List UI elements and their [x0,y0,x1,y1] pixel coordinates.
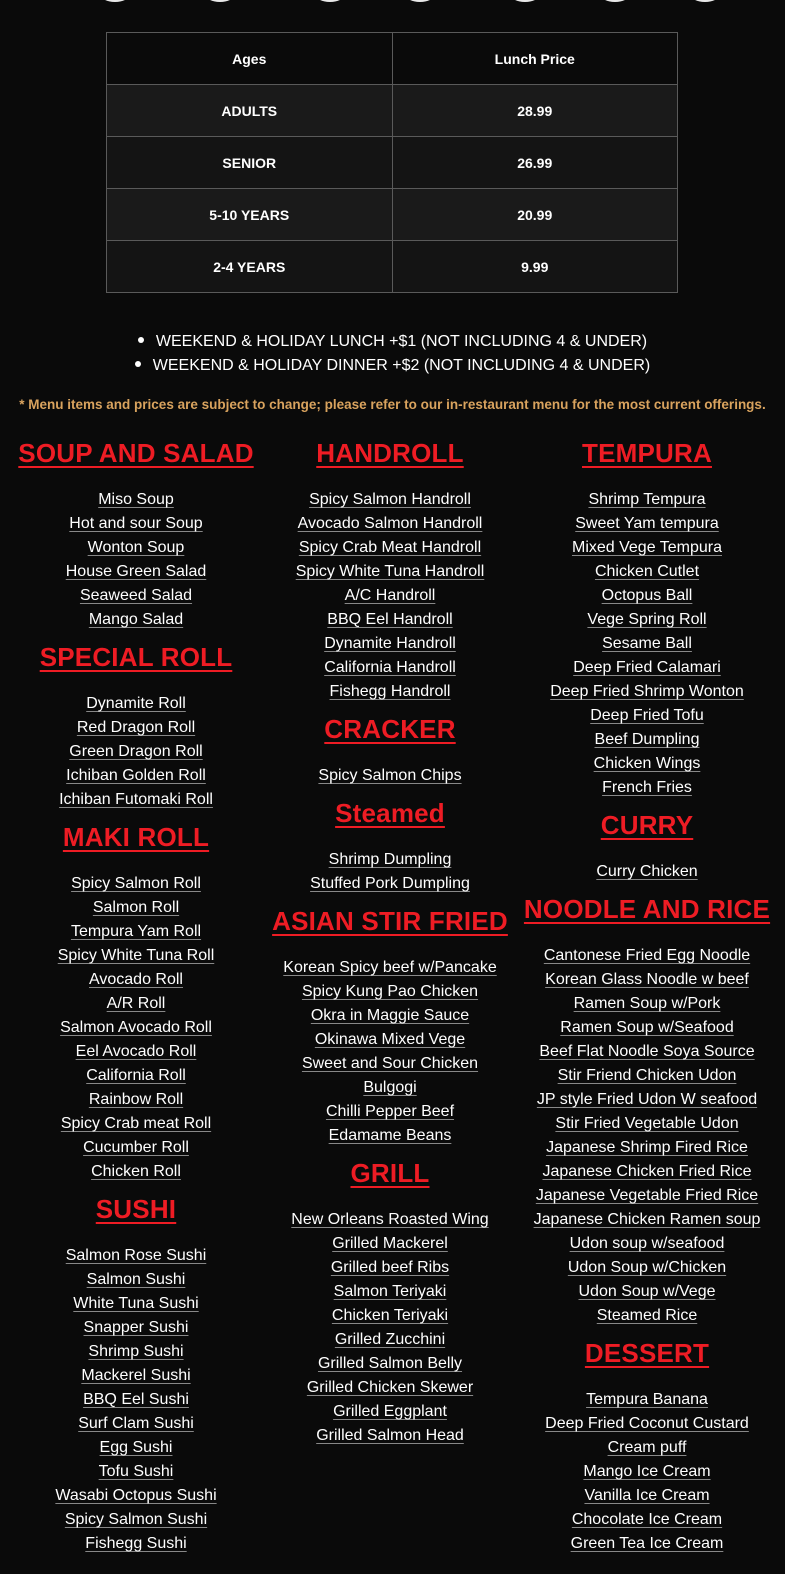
menu-item-link[interactable]: Okra in Maggie Sauce [310,1007,470,1024]
menu-item-link[interactable]: Beef Dumpling [594,731,700,748]
menu-item-link[interactable]: Deep Fried Coconut Custard [545,1415,749,1432]
menu-section-grill [259,1156,521,1448]
section-title[interactable]: SOUP AND SALAD [18,438,254,468]
menu-section-soup-and-salad [5,436,267,632]
table-cell-age: ADULTS [107,85,393,137]
menu-item-link[interactable]: Avocado Salmon Handroll [297,515,483,532]
menu-item-link[interactable]: Deep Fried Tofu [590,707,704,724]
menu-item-link[interactable]: Cantonese Fried Egg Noodle [543,947,751,964]
menu-item-link[interactable]: Rainbow Roll [88,1091,184,1108]
menu-item-link[interactable]: A/C Handroll [344,587,436,604]
menu-item-link[interactable]: Wonton Soup [87,539,185,556]
table-cell-age: 5-10 YEARS [107,189,393,241]
menu-section-dessert [516,1336,778,1556]
menu-item-link[interactable]: Spicy Salmon Handroll [309,491,471,508]
menu-item-link[interactable]: Spicy Salmon Roll [71,875,201,892]
menu-section-handroll [259,436,521,704]
menu-item-link[interactable]: Deep Fried Calamari [573,659,721,676]
menu-item-link[interactable]: Cream puff [607,1439,687,1456]
menu-item-link[interactable]: Grilled Salmon Head [316,1427,464,1444]
menu-item-link[interactable]: Spicy Crab Meat Handroll [298,539,482,556]
menu-item-link[interactable]: Green Dragon Roll [69,743,203,760]
menu-item-link[interactable]: Fishegg Sushi [85,1535,187,1552]
menu-item-link[interactable]: Japanese Vegetable Fried Rice [535,1187,759,1204]
menu-item-link[interactable]: Chilli Pepper Beef [325,1103,455,1120]
menu-item-link[interactable]: Grilled Eggplant [333,1403,447,1420]
menu-item-link[interactable]: Ichiban Futomaki Roll [59,791,213,808]
table-row [107,241,678,293]
menu-item-link[interactable]: Egg Sushi [99,1439,173,1456]
table-header-ages: Ages [107,33,393,85]
menu-item-link[interactable]: Spicy White Tuna Handroll [295,563,485,580]
menu-item-link[interactable]: Japanese Chicken Ramen soup [533,1211,761,1228]
menu-item-link[interactable]: Spicy Salmon Sushi [64,1511,208,1528]
menu-item-link[interactable]: Mango Salad [88,611,184,628]
menu-section-maki-roll [5,820,267,1184]
section-title[interactable]: MAKI ROLL [62,822,210,852]
menu-item-link[interactable]: Mango Ice Cream [583,1463,711,1480]
section-title[interactable]: GRILL [350,1158,430,1188]
table-cell-price: 26.99 [392,137,678,189]
menu-item-link[interactable]: Salmon Teriyaki [333,1283,447,1300]
menu-section-curry [516,808,778,884]
menu-section-tempura [516,436,778,800]
section-title[interactable]: TEMPURA [582,438,712,468]
table-cell-age: 2-4 YEARS [107,241,393,293]
menu-item-link[interactable]: Eel Avocado Roll [75,1043,197,1060]
menu-item-link[interactable]: Red Dragon Roll [76,719,196,736]
menu-column-3 [516,436,778,1556]
menu-item-link[interactable]: Beef Flat Noodle Soya Source [539,1043,755,1060]
note-text: WEEKEND & HOLIDAY DINNER +$2 (NOT INCLUDING 4 & UNDER) [152,357,651,374]
menu-item-link[interactable]: Grilled beef Ribs [330,1259,450,1276]
menu-item-link[interactable]: Udon Soup w/Chicken [567,1259,727,1276]
menu-item-link[interactable]: Grilled Chicken Skewer [306,1379,474,1396]
menu-item-link[interactable]: Dynamite Handroll [324,635,456,652]
menu-item-link[interactable]: Grilled Salmon Belly [317,1355,463,1372]
menu-column-1 [5,436,267,1556]
menu-item-link[interactable]: California Roll [86,1067,186,1084]
surcharge-notes [0,330,785,378]
menu-item-link[interactable]: Korean Glass Noodle w beef [545,971,749,988]
menu-item-link[interactable]: Tempura Yam Roll [70,923,202,940]
menu-item-link[interactable]: Salmon Roll [92,899,180,916]
menu-item-link[interactable]: JP style Fried Udon W seafood [536,1091,758,1108]
menu-section-sushi [5,1192,267,1556]
menu-item-link[interactable]: Tofu Sushi [98,1463,174,1480]
menu-disclaimer: * Menu items and prices are subject to change; please refer to our in-restaurant menu for the most current offerings. [19,397,766,412]
menu-item-link[interactable]: Salmon Rose Sushi [65,1247,207,1264]
table-cell-price: 20.99 [392,189,678,241]
menu-item-link[interactable]: BBQ Eel Sushi [83,1391,189,1408]
menu-item-link[interactable]: Grilled Mackerel [332,1235,448,1252]
section-title[interactable]: HANDROLL [316,438,464,468]
menu-item-link[interactable]: Sweet Yam tempura [575,515,719,532]
menu-item-link[interactable]: Chicken Teriyaki [331,1307,449,1324]
menu-item-link[interactable]: Sesame Ball [602,635,692,652]
menu-item-link[interactable]: Seaweed Salad [79,587,193,604]
note-item [0,330,785,354]
menu-item-link[interactable]: Shrimp Dumpling [328,851,452,868]
menu-item-link[interactable]: Tempura Banana [586,1391,708,1408]
menu-item-link[interactable]: New Orleans Roasted Wing [291,1211,489,1228]
menu-item-link[interactable]: Avocado Roll [89,971,183,988]
menu-item-link[interactable]: Chicken Roll [91,1163,181,1180]
menu-item-link[interactable]: Chocolate Ice Cream [571,1511,723,1528]
menu-item-link[interactable]: Curry Chicken [596,863,698,880]
menu-section-special-roll [5,640,267,812]
menu-item-link[interactable]: Sweet and Sour Chicken [301,1055,479,1072]
menu-item-link[interactable]: Stuffed Pork Dumpling [310,875,470,892]
note-text: WEEKEND & HOLIDAY LUNCH +$1 (NOT INCLUDING 4 & UNDER) [155,333,648,350]
section-title[interactable]: CRACKER [324,714,456,744]
table-cell-price: 9.99 [392,241,678,293]
menu-item-link[interactable]: Ichiban Golden Roll [66,767,206,784]
section-title[interactable]: SUSHI [95,1194,177,1224]
menu-item-link[interactable]: Grilled Zucchini [334,1331,446,1348]
section-title[interactable]: CURRY [600,810,694,840]
menu-item-link[interactable]: Udon Soup w/Vege [578,1283,716,1300]
section-title[interactable]: SPECIAL ROLL [39,642,233,672]
menu-item-link[interactable]: Salmon Sushi [86,1271,186,1288]
menu-item-link[interactable]: Vege Spring Roll [587,611,707,628]
menu-item-link[interactable]: Mackerel Sushi [81,1367,191,1384]
menu-item-link[interactable]: Shrimp Tempura [588,491,706,508]
menu-item-link[interactable]: Okinawa Mixed Vege [314,1031,466,1048]
menu-item-link[interactable]: Mixed Vege Tempura [571,539,722,556]
menu-item-link[interactable]: Bulgogi [363,1079,417,1096]
menu-item-link[interactable]: Vanilla Ice Cream [584,1487,710,1504]
menu-item-link[interactable]: Stir Friend Chicken Udon [557,1067,737,1084]
cropped-heading-decoration [0,0,785,4]
menu-item-link[interactable]: Octopus Ball [601,587,693,604]
table-row [107,85,678,137]
menu-item-link[interactable]: Dynamite Roll [86,695,186,712]
menu-item-link[interactable]: Salmon Avocado Roll [60,1019,212,1036]
menu-item-link[interactable]: Spicy Crab meat Roll [60,1115,212,1132]
menu-item-link[interactable]: Chicken Wings [593,755,701,772]
menu-item-link[interactable]: Deep Fried Shrimp Wonton [550,683,744,700]
section-title[interactable]: Steamed [335,798,445,828]
section-title[interactable]: ASIAN STIR FRIED [272,906,508,936]
menu-item-link[interactable]: House Green Salad [65,563,207,580]
menu-item-link[interactable]: Udon soup w/seafood [569,1235,725,1252]
table-row [107,189,678,241]
menu-item-link[interactable]: Stir Fried Vegetable Udon [555,1115,739,1132]
table-row [107,137,678,189]
menu-item-link[interactable]: BBQ Eel Handroll [327,611,453,628]
section-title[interactable]: DESSERT [584,1338,710,1368]
menu-section-cracker [259,712,521,788]
menu-section-asian-stir-fried [259,904,521,1148]
menu-item-link[interactable]: Green Tea Ice Cream [570,1535,724,1552]
table-header-row [107,33,678,85]
note-item [0,354,785,378]
menu-item-link[interactable]: Ramen Soup w/Seafood [560,1019,734,1036]
menu-item-link[interactable]: Wasabi Octopus Sushi [55,1487,217,1504]
menu-item-link[interactable]: Spicy Kung Pao Chicken [301,983,479,1000]
menu-item-link[interactable]: Miso Soup [98,491,174,508]
menu-item-link[interactable]: Spicy Salmon Chips [318,767,462,784]
menu-item-link[interactable]: Surf Clam Sushi [78,1415,194,1432]
menu-section-noodle-and-rice [516,892,778,1328]
menu-column-2 [259,436,521,1448]
menu-item-link[interactable]: Spicy White Tuna Roll [57,947,215,964]
section-title[interactable]: NOODLE AND RICE [523,894,771,924]
menu-section-steamed [259,796,521,896]
menu-item-link[interactable]: Japanese Shrimp Fired Rice [546,1139,748,1156]
menu-item-link[interactable]: Chicken Cutlet [594,563,700,580]
menu-item-link[interactable]: Snapper Sushi [83,1319,189,1336]
menu-item-link[interactable]: California Handroll [324,659,456,676]
bullet-icon [138,337,144,343]
table-cell-price: 28.99 [392,85,678,137]
menu-item-link[interactable]: White Tuna Sushi [73,1295,199,1312]
menu-item-link[interactable]: French Fries [602,779,692,796]
menu-item-link[interactable]: Fishegg Handroll [329,683,451,700]
menu-item-link[interactable]: Ramen Soup w/Pork [573,995,721,1012]
menu-item-link[interactable]: Cucumber Roll [83,1139,189,1156]
menu-item-link[interactable]: Edamame Beans [328,1127,452,1144]
menu-item-link[interactable]: A/R Roll [106,995,166,1012]
table-header-lunch-price: Lunch Price [392,33,678,85]
bullet-icon [135,361,141,367]
menu-item-link[interactable]: Korean Spicy beef w/Pancake [283,959,497,976]
menu-item-link[interactable]: Shrimp Sushi [88,1343,184,1360]
lunch-price-table [106,32,678,293]
menu-item-link[interactable]: Hot and sour Soup [69,515,203,532]
table-cell-age: SENIOR [107,137,393,189]
menu-item-link[interactable]: Japanese Chicken Fried Rice [542,1163,752,1180]
menu-item-link[interactable]: Steamed Rice [596,1307,698,1324]
